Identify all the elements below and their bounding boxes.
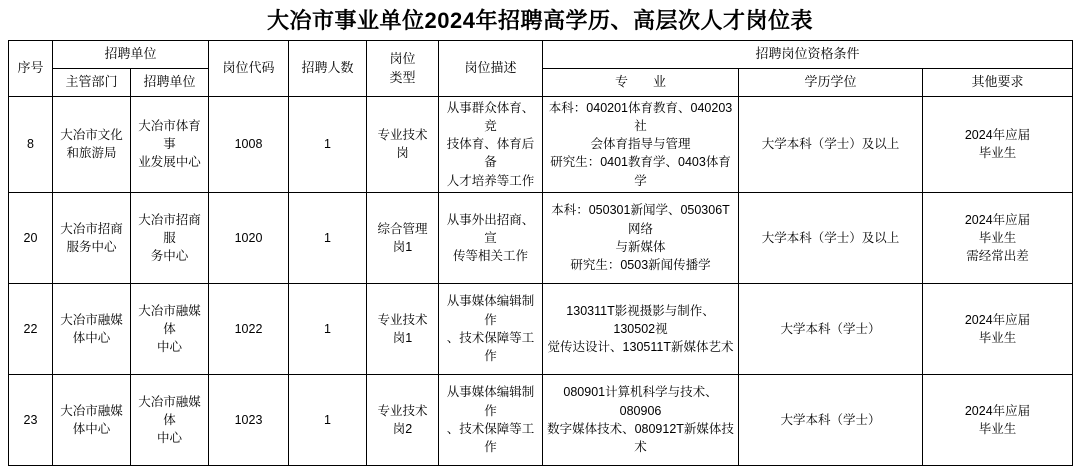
cell-other-line: 2024年应届	[964, 312, 1031, 327]
cell-other-line: 2024年应届	[964, 403, 1031, 418]
cell-unit-line: 大冶市体育事	[138, 119, 201, 152]
cell-major-line: 会体育指导与管理	[590, 137, 691, 152]
cell-dept	[53, 283, 131, 374]
cell-major-line: 本科：050301新闻学、050306T网络	[551, 203, 730, 236]
cell-desc	[439, 97, 543, 193]
cell-major-line: 130311T影视摄影与制作、130502视	[566, 303, 715, 336]
cell-dept	[53, 97, 131, 193]
cell-other	[923, 97, 1073, 193]
cell-seq: 23	[9, 374, 53, 465]
table-row	[9, 192, 1073, 283]
cell-major-line: 与新媒体	[615, 239, 666, 254]
cell-other-line: 毕业生	[978, 146, 1017, 161]
cell-dept	[53, 374, 131, 465]
header-major: 专 业	[543, 69, 739, 97]
cell-major	[543, 192, 739, 283]
cell-major-line: 数字媒体技术、080912T新媒体技术	[547, 421, 734, 454]
cell-type-line: 岗1	[392, 330, 413, 345]
header-recruit-unit-group: 招聘单位	[53, 41, 209, 69]
header-degree: 学历学位	[739, 69, 923, 97]
cell-dept-line: 大冶市融媒	[60, 403, 123, 418]
cell-code: 1023	[209, 374, 289, 465]
cell-dept-line: 大冶市招商	[60, 221, 123, 236]
table-row	[9, 97, 1073, 193]
cell-number: 1	[289, 374, 367, 465]
cell-type-line: 岗2	[392, 421, 413, 436]
cell-desc-line: 从事外出招商、宣	[446, 212, 535, 245]
cell-other-line: 毕业生	[978, 230, 1017, 245]
cell-code: 1022	[209, 283, 289, 374]
table-row	[9, 374, 1073, 465]
cell-type-line: 岗1	[392, 239, 413, 254]
cell-degree: 大学本科（学士）及以上	[739, 192, 923, 283]
cell-dept-line: 大冶市文化	[60, 128, 123, 143]
cell-type	[367, 283, 439, 374]
cell-major-line: 研究生：0503新闻传播学	[570, 257, 711, 272]
cell-major	[543, 283, 739, 374]
cell-dept-line: 服务中心	[66, 239, 117, 254]
header-unit: 招聘单位	[131, 69, 209, 97]
cell-code: 1020	[209, 192, 289, 283]
cell-number: 1	[289, 192, 367, 283]
cell-dept-line: 体中心	[72, 421, 111, 436]
cell-unit-line: 中心	[157, 339, 183, 354]
cell-degree: 大学本科（学士）及以上	[739, 97, 923, 193]
cell-desc-line: 从事媒体编辑制作	[446, 385, 535, 418]
cell-unit-line: 务中心	[150, 248, 189, 263]
table-body	[9, 97, 1073, 466]
cell-desc	[439, 192, 543, 283]
cell-type-line: 专业技术	[377, 128, 428, 143]
cell-type	[367, 192, 439, 283]
cell-unit-line: 大冶市融媒体	[138, 303, 201, 336]
cell-unit	[131, 374, 209, 465]
cell-other-line: 需经常出差	[966, 248, 1029, 263]
cell-other	[923, 192, 1073, 283]
cell-major-line: 080901计算机科学与技术、080906	[563, 385, 718, 418]
cell-code: 1008	[209, 97, 289, 193]
cell-type-line: 专业技术	[377, 403, 428, 418]
cell-other	[923, 283, 1073, 374]
cell-major	[543, 374, 739, 465]
cell-major	[543, 97, 739, 193]
cell-other-line: 毕业生	[978, 330, 1017, 345]
header-row-1	[9, 41, 1073, 69]
header-desc: 岗位描述	[439, 41, 543, 97]
cell-desc-line: 、技术保障等工作	[446, 421, 535, 454]
cell-degree: 大学本科（学士）	[739, 374, 923, 465]
cell-desc	[439, 283, 543, 374]
cell-major-line: 本科：040201体育教育、040203社	[548, 101, 733, 134]
header-dept: 主管部门	[53, 69, 131, 97]
cell-type-line: 岗	[396, 146, 409, 161]
header-other: 其他要求	[923, 69, 1073, 97]
header-type	[367, 41, 439, 97]
cell-seq: 22	[9, 283, 53, 374]
cell-other-line: 2024年应届	[964, 212, 1031, 227]
cell-desc-line: 从事媒体编辑制作	[446, 294, 535, 327]
header-type-line2: 类型	[389, 69, 416, 85]
header-number: 招聘人数	[289, 41, 367, 97]
cell-unit	[131, 192, 209, 283]
table-row	[9, 283, 1073, 374]
header-type-line1: 岗位	[389, 50, 416, 66]
cell-type	[367, 97, 439, 193]
cell-dept-line: 大冶市融媒	[60, 312, 123, 327]
job-positions-table	[8, 40, 1073, 465]
cell-unit-line: 中心	[157, 430, 183, 445]
header-code: 岗位代码	[209, 41, 289, 97]
cell-desc	[439, 374, 543, 465]
cell-type	[367, 374, 439, 465]
cell-number: 1	[289, 283, 367, 374]
cell-unit	[131, 97, 209, 193]
header-qualification-group: 招聘岗位资格条件	[543, 41, 1073, 69]
table-header	[9, 41, 1073, 97]
cell-unit-line: 大冶市招商服	[138, 212, 201, 245]
cell-seq: 8	[9, 97, 53, 193]
cell-seq: 20	[9, 192, 53, 283]
cell-other-line: 2024年应届	[964, 128, 1031, 143]
cell-dept	[53, 192, 131, 283]
cell-desc-line: 、技术保障等工作	[446, 330, 535, 363]
cell-type-line: 专业技术	[377, 312, 428, 327]
cell-unit-line: 大冶市融媒体	[138, 394, 201, 427]
cell-major-line: 研究生：0401教育学、0403体育学	[550, 155, 731, 188]
header-seq: 序号	[9, 41, 53, 97]
cell-unit	[131, 283, 209, 374]
page-title: 大冶市事业单位2024年招聘高学历、高层次人才岗位表	[267, 8, 813, 33]
cell-other	[923, 374, 1073, 465]
cell-dept-line: 体中心	[72, 330, 111, 345]
cell-desc-line: 人才培养等工作	[446, 173, 535, 188]
cell-type-line: 综合管理	[377, 221, 428, 236]
cell-other-line: 毕业生	[978, 421, 1017, 436]
cell-desc-line: 技体育、体育后备	[446, 137, 535, 170]
cell-desc-line: 传等相关工作	[453, 248, 529, 263]
cell-desc-line: 从事群众体育、竞	[446, 101, 535, 134]
cell-dept-line: 和旅游局	[66, 146, 117, 161]
cell-unit-line: 业发展中心	[138, 155, 201, 170]
cell-degree: 大学本科（学士）	[739, 283, 923, 374]
cell-number: 1	[289, 97, 367, 193]
cell-major-line: 觉传达设计、130511T新媒体艺术	[547, 339, 734, 354]
